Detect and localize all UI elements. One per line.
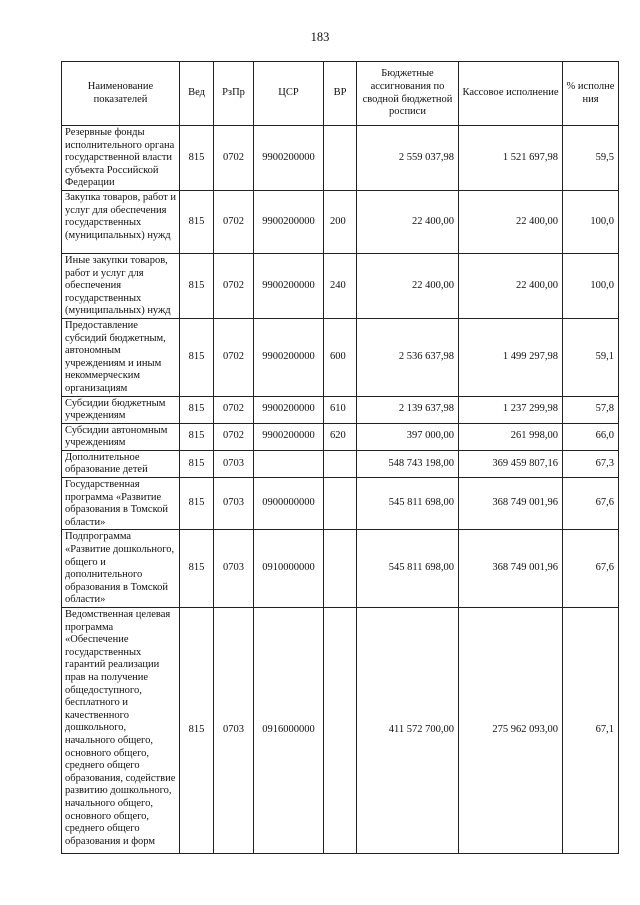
row-percent: 57,8 [563,396,619,423]
budget-execution-table [61,61,619,854]
row-assigned: 2 559 037,98 [357,126,459,191]
row-executed: 1 499 297,98 [459,318,563,396]
header-vr: ВР [324,62,357,126]
row-percent: 59,5 [563,126,619,191]
table-row [62,450,619,477]
row-assigned: 22 400,00 [357,190,459,253]
row-executed: 1 237 299,98 [459,396,563,423]
row-assigned: 397 000,00 [357,423,459,450]
row-csr: 9900200000 [254,126,324,191]
row-name: Ведомственная целевая программа «Обеспечение государственных гарантий реализации прав на получение общедоступного, бесплатного и качественного дошкольного, начального общего, основного общего, среднего общего образования, содействие развитию дошкольного, начального общего, основного общего, среднего общего образования и форм [62,608,180,854]
header-csr: ЦСР [254,62,324,126]
table-row [62,396,619,423]
row-assigned: 545 811 698,00 [357,530,459,608]
row-percent: 67,1 [563,608,619,854]
table-row [62,190,619,253]
header-rzpr: РзПр [214,62,254,126]
row-assigned: 2 536 637,98 [357,318,459,396]
row-rzpr: 0702 [214,396,254,423]
row-executed: 22 400,00 [459,190,563,253]
row-name: Резервные фонды исполнительного органа государственной власти субъекта Российской Федерации [62,126,180,191]
row-assigned: 545 811 698,00 [357,478,459,530]
row-name: Государственная программа «Развитие образования в Томской области» [62,478,180,530]
row-executed: 261 998,00 [459,423,563,450]
page-number: 183 [310,30,330,44]
row-vr: 610 [324,396,357,423]
row-assigned: 411 572 700,00 [357,608,459,854]
table-row [62,423,619,450]
row-rzpr: 0703 [214,478,254,530]
row-vr [324,478,357,530]
header-ved: Вед [180,62,214,126]
row-name: Субсидии автономным учреждениям [62,423,180,450]
row-csr: 9900200000 [254,396,324,423]
row-percent: 59,1 [563,318,619,396]
row-csr: 9900200000 [254,423,324,450]
row-ved: 815 [180,126,214,191]
row-ved: 815 [180,253,214,318]
row-percent: 67,6 [563,478,619,530]
row-vr: 200 [324,190,357,253]
row-vr [324,450,357,477]
row-assigned: 2 139 637,98 [357,396,459,423]
row-percent: 67,6 [563,530,619,608]
table-row [62,318,619,396]
row-executed: 368 749 001,96 [459,478,563,530]
row-percent: 100,0 [563,190,619,253]
row-ved: 815 [180,530,214,608]
header-assigned: Бюджетные ассигнования по сводной бюджетной росписи [357,62,459,126]
row-rzpr: 0702 [214,126,254,191]
row-rzpr: 0702 [214,190,254,253]
row-executed: 1 521 697,98 [459,126,563,191]
header-percent: % исполне ния [563,62,619,126]
row-name: Подпрограмма «Развитие дошкольного, общего и дополнительного образования в Томской области» [62,530,180,608]
row-rzpr: 0702 [214,318,254,396]
row-csr: 9900200000 [254,190,324,253]
table-row [62,253,619,318]
table-row [62,530,619,608]
row-ved: 815 [180,478,214,530]
table-row [62,608,619,854]
row-assigned: 22 400,00 [357,253,459,318]
row-executed: 22 400,00 [459,253,563,318]
row-vr: 600 [324,318,357,396]
row-rzpr: 0702 [214,253,254,318]
row-vr [324,530,357,608]
row-csr: 9900200000 [254,253,324,318]
row-csr: 0900000000 [254,478,324,530]
row-rzpr: 0703 [214,530,254,608]
row-executed: 275 962 093,00 [459,608,563,854]
row-vr [324,126,357,191]
header-name: Наименование показателей [62,62,180,126]
header-row [62,62,619,126]
row-csr [254,450,324,477]
row-ved: 815 [180,450,214,477]
header-executed: Кассовое исполнение [459,62,563,126]
row-assigned: 548 743 198,00 [357,450,459,477]
row-rzpr: 0703 [214,608,254,854]
table-row [62,478,619,530]
row-name: Дополнительное образование детей [62,450,180,477]
row-csr: 0910000000 [254,530,324,608]
row-ved: 815 [180,396,214,423]
row-name: Закупка товаров, работ и услуг для обеспечения государственных (муниципальных) нужд [62,190,180,253]
row-ved: 815 [180,190,214,253]
table-row [62,126,619,191]
row-ved: 815 [180,423,214,450]
row-executed: 368 749 001,96 [459,530,563,608]
row-name: Субсидии бюджетным учреждениям [62,396,180,423]
row-name: Иные закупки товаров, работ и услуг для обеспечения государственных (муниципальных) нужд [62,253,180,318]
row-percent: 100,0 [563,253,619,318]
row-vr: 240 [324,253,357,318]
row-ved: 815 [180,318,214,396]
row-csr: 0916000000 [254,608,324,854]
row-name: Предоставление субсидий бюджетным, автономным учреждениям и иным некоммерческим организациям [62,318,180,396]
row-percent: 66,0 [563,423,619,450]
row-vr: 620 [324,423,357,450]
row-rzpr: 0703 [214,450,254,477]
row-vr [324,608,357,854]
row-executed: 369 459 807,16 [459,450,563,477]
row-rzpr: 0702 [214,423,254,450]
row-csr: 9900200000 [254,318,324,396]
row-percent: 67,3 [563,450,619,477]
row-ved: 815 [180,608,214,854]
